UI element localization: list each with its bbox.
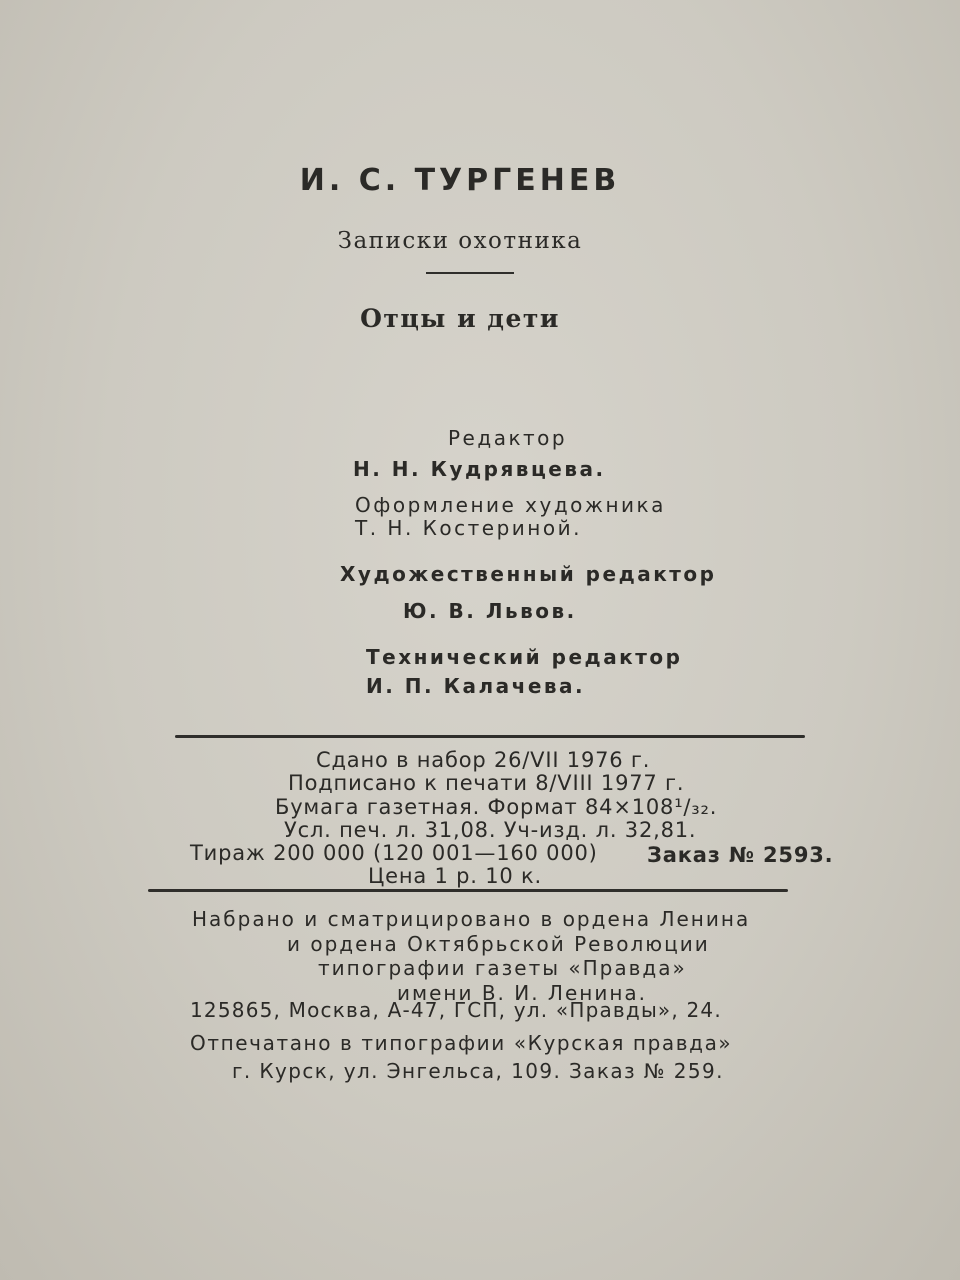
credit-name-tech-editor: И. П. Калачева. (366, 674, 586, 698)
imprint-paper-format: Бумага газетная. Формат 84×108¹/₃₂. (275, 795, 718, 819)
printer-line-4: имени В. И. Ленина. (397, 981, 648, 1005)
printer-line-6: Отпечатано в типографии «Курская правда» (190, 1031, 733, 1055)
printer-line-3: типографии газеты «Правда» (318, 956, 687, 980)
imprint-typeset-date: Сдано в набор 26/VII 1976 г. (316, 748, 651, 772)
credit-role-tech-editor: Технический редактор (366, 645, 683, 669)
credit-name-design: Т. Н. Костериной. (355, 516, 582, 540)
credit-role-art-editor: Художественный редактор (340, 562, 717, 586)
credit-name-editor: Н. Н. Кудрявцева. (353, 457, 606, 481)
separator-rule-top (175, 735, 805, 738)
imprint-signed-date: Подписано к печати 8/VIII 1977 г. (288, 771, 685, 795)
author-name: И. С. ТУРГЕНЕВ (299, 163, 621, 198)
imprint-price: Цена 1 р. 10 к. (368, 864, 542, 888)
credit-role-design: Оформление художника (355, 493, 666, 517)
work-title-1: Записки охотника (337, 228, 583, 254)
printer-line-5: 125865, Москва, А-47, ГСП, ул. «Правды», 24. (190, 998, 722, 1022)
separator-rule-bottom (148, 889, 788, 892)
credit-role-editor: Редактор (448, 426, 568, 450)
imprint-order-number: Заказ № 2593. (647, 843, 834, 867)
printer-line-7: г. Курск, ул. Энгельса, 109. Заказ № 259. (232, 1059, 724, 1083)
title-divider (426, 272, 514, 274)
credit-name-art-editor: Ю. В. Львов. (403, 599, 577, 623)
imprint-circulation: Тираж 200 000 (120 001—160 000) (190, 841, 598, 865)
work-title-2: Отцы и дети (360, 304, 560, 333)
printer-line-2: и ордена Октябрьской Революции (287, 932, 710, 956)
imprint-sheets: Усл. печ. л. 31,08. Уч-изд. л. 32,81. (284, 818, 697, 842)
printer-line-1: Набрано и сматрицировано в ордена Ленина (192, 907, 751, 931)
